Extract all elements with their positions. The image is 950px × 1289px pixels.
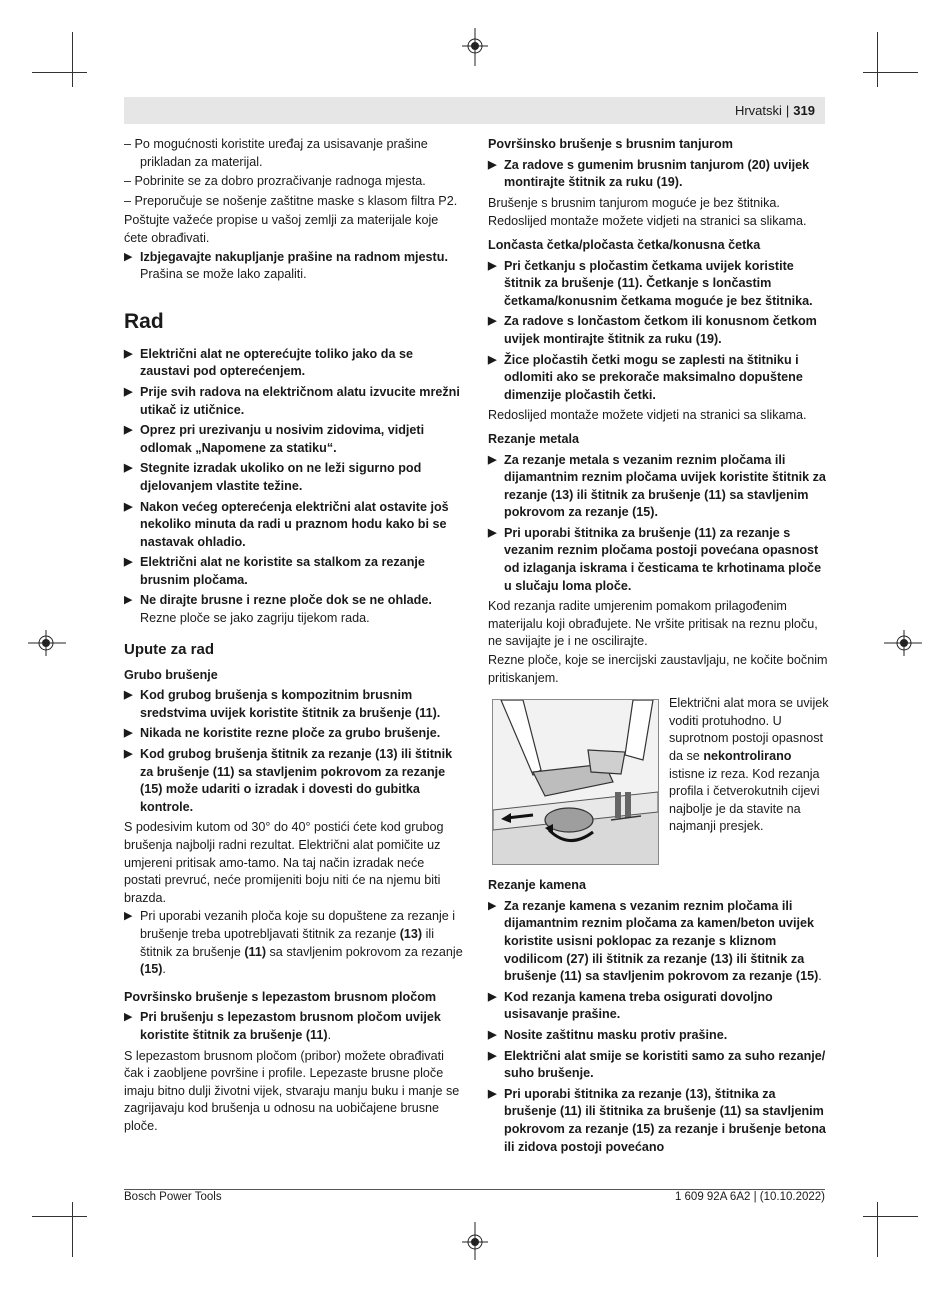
bullet-icon: ▶: [488, 315, 497, 328]
angle-grinder-cutting-illustration: [492, 699, 659, 865]
paragraph: Rezne ploče, koje se inercijski zaustavljaju, ne kočite bočnim pritiskanjem.: [488, 653, 828, 685]
bullet-text: Pri četkanju s pločastim četkama uvijek koristite štitnik za brušenje (11). Četkanje s lončastim četkama/konusnim četkama moguće je bez štitnika.: [504, 258, 813, 308]
bullet-bold-text: Ne dirajte brusne i rezne ploče dok se ne ohlade.: [140, 593, 432, 608]
page-number: 319: [793, 103, 815, 118]
bullet-text: Nakon većeg opterećenja električni alat ostavite još nekoliko minuta da radi u praznom hodu kako bi se nastavak ohladio.: [140, 499, 449, 549]
bullet-text: Za rezanje metala s vezanim reznim pločama ili dijamantnim reznim pločama uvijek koristite štitnik za rezanje (13) ili štitnik za brušenje (11) sa stavljenim pokrovom za rezanje (15).: [504, 452, 826, 520]
subsection-heading: Upute za rad: [124, 640, 215, 658]
dash-item: – Po mogućnosti koristite uređaj za usisavanje prašine prikladan za materijal.: [124, 137, 428, 169]
bullet-item: [124, 460, 464, 495]
bullet-bold-text: Pri brušenju s lepezastom brusnom pločom uvijek koristite štitnik za brušenje (11): [140, 1010, 441, 1042]
bullet-item: [124, 592, 464, 627]
bullet-item: [488, 1027, 828, 1045]
paragraph: Poštujte važeće propise u vašoj zemlji za materijale koje ćete obrađivati.: [124, 213, 439, 245]
bullet-item: [124, 384, 464, 419]
bullet-text: Prašina se može lako zapaliti.: [140, 267, 307, 282]
left-column: [124, 136, 464, 1137]
bullet-icon: ▶: [488, 1049, 497, 1062]
bullet-item: [124, 908, 464, 978]
crop-mark: [877, 32, 878, 87]
bullet-text: sa stavljenim pokrovom za rezanje: [266, 944, 463, 959]
crop-mark: [32, 1216, 87, 1217]
bullet-item: [488, 989, 828, 1024]
bullet-text: Stegnite izradak ukoliko on ne leži sigurno pod djelovanjem vlastite težine.: [140, 461, 422, 493]
sub-heading: Rezanje metala: [488, 431, 579, 446]
paragraph: S podesivim kutom od 30° do 40° postići ćete kod grubog brušenja najbolji radni rezultat. Električni alat pomičite uz umjereni pritisak amo-tamo. Na taj način izradak neće postati prevruć, neće promijeniti boju niti će na njemu biti brazda.: [124, 820, 444, 905]
bullet-item: [488, 258, 828, 311]
footer-rule: [124, 1189, 825, 1190]
bullet-item: [488, 313, 828, 348]
bullet-item: [124, 725, 464, 743]
bullet-text: Prije svih radova na električnom alatu izvucite mrežni utikač iz utičnice.: [140, 384, 460, 417]
header-band: [124, 97, 825, 124]
page-header: [735, 103, 815, 118]
bullet-icon: ▶: [488, 1087, 497, 1100]
bullet-text: ili štitnik za brušenje: [140, 926, 435, 959]
right-column: [488, 136, 828, 1159]
bullet-icon: ▶: [488, 353, 497, 366]
bullet-text: Za radove s gumenim brusnim tanjurom (20) uvijek montirajte štitnik za ruku (19).: [504, 157, 810, 190]
bullet-item: [124, 249, 464, 284]
bullet-text: Električni alat ne opterećujte toliko jako da se zaustavi pod opterećenjem.: [140, 346, 413, 379]
bullet-item: [124, 746, 464, 816]
bullet-icon: ▶: [488, 259, 497, 272]
paragraph: Brušenje s brusnim tanjurom moguće je bez štitnika.: [488, 195, 780, 210]
bullet-icon: ▶: [124, 910, 133, 923]
bullet-icon: ▶: [488, 526, 497, 539]
registration-mark-icon: [460, 1222, 490, 1260]
bullet-item: [124, 346, 464, 381]
caption-text: Električni alat mora se uvijek voditi protuhodno. U suprotnom postoji opasnost da se: [669, 696, 829, 763]
bullet-item: [488, 898, 828, 986]
bullet-text: Kod grubog brušenja štitnik za rezanje (13) ili štitnik za brušenje (11) sa stavljenim pokrovom za rezanje (15) može udariti o izradak i dovesti do gubitka kontrole.: [140, 747, 453, 814]
bullet-icon: ▶: [124, 385, 133, 398]
bullet-item: [488, 452, 828, 522]
bullet-item: [124, 554, 464, 589]
sub-heading: Rezanje kamena: [488, 878, 587, 893]
figure-caption: [669, 695, 829, 836]
section-heading: Rad: [124, 309, 164, 333]
header-language: Hrvatski: [734, 103, 782, 118]
sub-heading: Površinsko brušenje s lepezastom brusnom pločom: [124, 989, 437, 1004]
crop-mark: [863, 1216, 918, 1217]
bullet-text: Električni alat ne koristite sa stalkom za rezanje brusnim pločama.: [140, 555, 425, 587]
figure-block: [488, 695, 828, 867]
bullet-text: Nosite zaštitnu masku protiv prašine.: [504, 1027, 728, 1042]
bullet-item: [488, 525, 828, 595]
bullet-icon: ▶: [124, 727, 133, 740]
bullet-icon: ▶: [124, 594, 133, 607]
bullet-bold-text: Za rezanje kamena s vezanim reznim pločama ili dijamantnim reznim pločama za kamen/beton uvijek koristite usisni poklopac za rezanje s kliznom vodilicom (27) ili štitnik za rezanje (13) ili štitnik za brušenje (11) sa stavljenim pokrovom za rezanje (15): [504, 898, 819, 984]
paragraph: Redoslijed montaže možete vidjeti na stranici sa slikama.: [488, 408, 807, 423]
bullet-text: Za radove s lončastom četkom ili konusnom četkom uvijek montirajte štitnik za ruku (19).: [504, 314, 817, 346]
bullet-ref: (11): [244, 944, 267, 959]
crop-mark: [863, 72, 918, 73]
bullet-icon: ▶: [124, 748, 133, 761]
bullet-icon: ▶: [124, 556, 133, 569]
paragraph: Redoslijed montaže možete vidjeti na stranici sa slikama.: [488, 214, 807, 229]
bullet-icon: ▶: [124, 1011, 133, 1024]
bullet-text: .: [818, 969, 822, 984]
bullet-item: [124, 1009, 464, 1044]
bullet-text: Oprez pri urezivanju u nosivim zidovima, vidjeti odlomak „Napomene za statiku“.: [140, 423, 425, 455]
footer-brand: Bosch Power Tools: [124, 1191, 222, 1203]
bullet-text: .: [327, 1027, 332, 1042]
bullet-text: Pri uporabi štitnika za brušenje (11) za rezanje s vezanim reznim pločama postoji povećana opasnost od izlaganja iskrama i česticama te krhotinama ploče u slučaju loma ploče.: [504, 525, 822, 593]
bullet-text: Kod rezanja kamena treba osigurati dovoljno usisavanje prašine.: [504, 989, 773, 1022]
bullet-icon: ▶: [488, 158, 497, 171]
footer-doc-id: 1 609 92A 6A2 | (10.10.2022): [674, 1191, 825, 1203]
bullet-bold-text: Izbjegavajte nakupljanje prašine na radnom mjestu.: [140, 249, 448, 264]
dash-item: – Pobrinite se za dobro prozračivanje radnoga mjesta.: [124, 174, 426, 189]
bullet-text: .: [162, 962, 166, 977]
bullet-item: [488, 157, 828, 192]
caption-bold-text: nekontrolirano: [703, 749, 792, 763]
crop-mark: [72, 1202, 73, 1257]
crop-mark: [72, 32, 73, 87]
bullet-icon: ▶: [124, 689, 133, 702]
bullet-ref: (13): [399, 926, 423, 941]
bullet-text: Kod grubog brušenja s kompozitnim brusnim sredstvima uvijek koristite štitnik za brušenje (11).: [140, 688, 441, 720]
bullet-item: [488, 1086, 828, 1156]
bullet-item: [124, 499, 464, 552]
bullet-text: Električni alat smije se koristiti samo za suho rezanje/ suho brušenje.: [504, 1048, 826, 1081]
paragraph: Kod rezanja radite umjerenim pomakom prilagođenim materijalu koji obrađujete. Ne vršite pritisak na reznu ploču, ne savijajte je i ne oscilirajte.: [488, 599, 818, 649]
crop-mark: [32, 72, 87, 73]
bullet-item: [124, 687, 464, 722]
bullet-icon: ▶: [124, 424, 133, 437]
bullet-text: Žice pločastih četki mogu se zaplesti na štitniku i odlomiti ako se prekorače maksimalno dopuštene dimenzije pločastih četki.: [504, 352, 803, 402]
bullet-text: Pri uporabi štitnika za rezanje (13), štitnika za brušenje (11) ili štitnika za brušenje (11) sa stavljenim pokrovom za rezanje (15) za rezanje i brušenje betona ili zidova postoji povećano: [504, 1086, 826, 1154]
caption-text: istisne iz reza. Kod rezanja profila i četverokutnih cijevi najbolje je da stavite na najmanji presjek.: [669, 766, 820, 834]
bullet-icon: ▶: [124, 500, 133, 513]
bullet-text: Rezne ploče se jako zagriju tijekom rada.: [140, 611, 370, 626]
registration-mark-icon: [884, 628, 922, 658]
sub-heading: Grubo brušenje: [124, 667, 218, 682]
sub-heading: Površinsko brušenje s brusnim tanjurom: [488, 137, 733, 151]
bullet-icon: ▶: [488, 453, 497, 466]
crop-mark: [877, 1202, 878, 1257]
bullet-text: Pri uporabi vezanih ploča koje su dopuštene za rezanje i brušenje treba upotrebljavati štitnik za rezanje: [140, 909, 456, 941]
bullet-icon: ▶: [488, 1028, 497, 1041]
paragraph: S lepezastom brusnom pločom (pribor) možete obrađivati čak i zaobljene površine i profile. Lepezaste brusne ploče imaju bitno dulji životni vijek, stvaraju manju buku i manje se zagrijavaju kod brušenja u odnosu na uobičajene brusne ploče.: [124, 1048, 460, 1133]
bullet-item: [488, 1048, 828, 1083]
sub-heading: Lončasta četka/pločasta četka/konusna četka: [488, 237, 761, 252]
header-separator: |: [785, 103, 790, 118]
bullet-icon: ▶: [124, 462, 133, 475]
bullet-icon: ▶: [488, 990, 497, 1003]
bullet-icon: ▶: [488, 899, 497, 912]
bullet-icon: ▶: [124, 250, 133, 263]
registration-mark-icon: [28, 628, 66, 658]
bullet-item: [488, 352, 828, 405]
bullet-item: [124, 422, 464, 457]
dash-item: – Preporučuje se nošenje zaštitne maske s klasom filtra P2.: [124, 193, 458, 208]
bullet-ref: (15): [140, 962, 163, 977]
bullet-icon: ▶: [124, 347, 133, 360]
registration-mark-icon: [460, 28, 490, 66]
bullet-text: Nikada ne koristite rezne ploče za grubo brušenje.: [140, 726, 441, 741]
